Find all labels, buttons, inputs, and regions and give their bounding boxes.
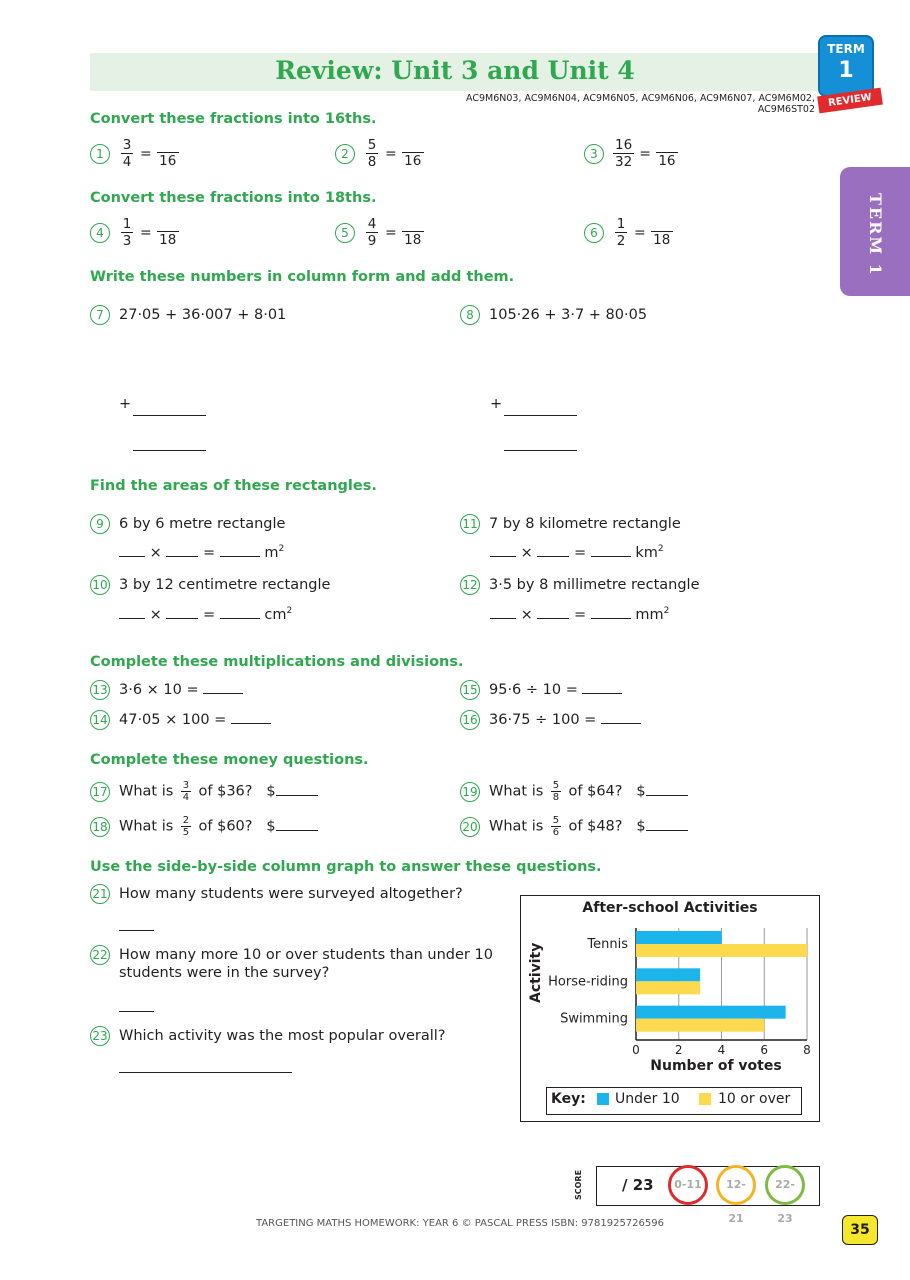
section-heading-16ths: Convert these fractions into 16ths.: [90, 111, 377, 127]
question-number: 3: [584, 144, 604, 164]
question-number: 20: [460, 817, 480, 837]
answer-blank[interactable]: [490, 556, 516, 557]
question-text: 105·26 + 3·7 + 80·05: [489, 307, 648, 323]
bar-swimming-1: [636, 1019, 764, 1032]
question-17: 17 What is $\frac{3}{4}$ of $36? $: [90, 780, 318, 803]
section-heading-money: Complete these money questions.: [90, 752, 369, 768]
question-text: 3·6 × 10 =: [119, 682, 199, 698]
answer-blank[interactable]: [166, 618, 198, 619]
area-working-12: × = $mm^2$: [490, 606, 669, 623]
score-total: / 23: [622, 1176, 654, 1194]
question-text: Which activity was the most popular overall?: [119, 1028, 446, 1044]
answer-blank[interactable]: [203, 693, 243, 694]
question-number: 12: [460, 575, 480, 595]
question-number: 11: [460, 514, 480, 534]
question-15: [460, 680, 622, 700]
question-number: 17: [90, 782, 110, 802]
question-16: [460, 710, 641, 730]
question-text: 36·75 ÷ 100 =: [489, 712, 597, 728]
fraction: $\frac{16}{32}$: [615, 137, 633, 170]
answer-blank[interactable]: [119, 618, 145, 619]
answer-blank[interactable]: [646, 830, 688, 831]
bar-chart: [520, 920, 820, 1080]
question-number: 10: [90, 575, 110, 595]
answer-fraction[interactable]: 18: [157, 217, 179, 248]
question-number: 1: [90, 144, 110, 164]
question-18: 18 What is $\frac{2}{5}$ of $60? $: [90, 815, 318, 838]
section-heading-column-add: Write these numbers in column form and add them.: [90, 269, 515, 285]
question-number: 6: [584, 223, 604, 243]
legend-swatch-under-10: [597, 1093, 609, 1105]
chart-title: After-school Activities: [582, 900, 758, 916]
fraction: $\frac{3}{4}$: [122, 137, 132, 170]
section-heading-mult-div: Complete these multiplications and divisions.: [90, 654, 464, 670]
score-band-high: 22-23: [765, 1165, 805, 1205]
x-tick-label: 6: [760, 1043, 769, 1057]
question-21: [90, 884, 463, 904]
key-label: Key:: [551, 1091, 586, 1107]
answer-blank[interactable]: [537, 618, 569, 619]
answer-line[interactable]: [119, 1072, 292, 1073]
legend-swatch-10-or-over: [699, 1093, 711, 1105]
term-side-tab-label: TERM 1: [866, 193, 885, 277]
question-11: [460, 514, 681, 534]
footer-text: TARGETING MATHS HOMEWORK: YEAR 6 © PASCAL PRESS ISBN: 9781925726596: [256, 1218, 664, 1229]
question-2: 2 $\frac{5}{8}$ = 16: [335, 137, 424, 170]
question-number: 18: [90, 817, 110, 837]
fraction: $\frac{5}{8}$: [552, 780, 560, 803]
question-number: 14: [90, 710, 110, 730]
question-text: How many students were surveyed altogether?: [119, 886, 463, 902]
bar-horse-riding-0: [636, 968, 700, 981]
curriculum-codes: AC9M6N03, AC9M6N04, AC9M6N05, AC9M6N06, AC9M6N07, AC9M6M02, AC9M6ST02: [466, 93, 815, 115]
question-12: [460, 575, 700, 595]
answer-fraction[interactable]: 16: [157, 138, 179, 169]
fraction: $\frac{1}{3}$: [122, 216, 132, 249]
question-number: 4: [90, 223, 110, 243]
legend-label-under-10: Under 10: [615, 1091, 680, 1107]
question-1: 1 $\frac{3}{4}$ = 16: [90, 137, 179, 170]
question-19: 19 What is $\frac{5}{8}$ of $64? $: [460, 780, 688, 803]
fraction: $\frac{4}{9}$: [367, 216, 377, 249]
question-text: 6 by 6 metre rectangle: [119, 516, 286, 532]
fraction: $\frac{2}{5}$: [182, 815, 190, 838]
question-number: 7: [90, 305, 110, 325]
answer-blank[interactable]: [220, 618, 260, 619]
category-label: Horse-riding: [548, 974, 628, 990]
fraction: $\frac{1}{2}$: [616, 216, 626, 249]
answer-line[interactable]: [133, 415, 206, 416]
bar-swimming-0: [636, 1006, 786, 1019]
category-label: Tennis: [587, 937, 628, 952]
plus-sign: +: [490, 396, 503, 412]
question-number: 19: [460, 782, 480, 802]
question-9: [90, 514, 285, 534]
page-number: 35: [842, 1215, 878, 1245]
answer-blank[interactable]: [582, 693, 622, 694]
question-number: 16: [460, 710, 480, 730]
score-label: SCORE: [574, 1169, 583, 1200]
question-7: [90, 305, 286, 325]
answer-blank[interactable]: [276, 795, 318, 796]
question-10: [90, 575, 330, 595]
badge-review-label: REVIEW: [817, 88, 883, 114]
x-tick-label: 0: [632, 1043, 640, 1057]
question-text: 47·05 × 100 =: [119, 712, 227, 728]
answer-blank[interactable]: [601, 723, 641, 724]
answer-blank[interactable]: [231, 723, 271, 724]
x-tick-label: 2: [674, 1043, 683, 1057]
x-tick-label: 4: [717, 1043, 726, 1057]
x-tick-label: 8: [803, 1043, 811, 1057]
bar-tennis-1: [636, 944, 807, 957]
question-text: 3 by 12 centimetre rectangle: [119, 577, 331, 593]
fraction: $\frac{5}{6}$: [552, 815, 560, 838]
answer-fraction[interactable]: 16: [656, 138, 678, 169]
area-working-9: × = $m^2$: [119, 544, 284, 561]
answer-blank[interactable]: [490, 618, 516, 619]
fraction: $\frac{3}{4}$: [182, 780, 190, 803]
question-number: 2: [335, 144, 355, 164]
answer-line[interactable]: [119, 930, 154, 931]
page-title: Review: Unit 3 and Unit 4: [275, 56, 635, 85]
question-text: 27·05 + 36·007 + 8·01: [119, 307, 287, 323]
question-13: [90, 680, 243, 700]
answer-blank[interactable]: [166, 556, 198, 557]
question-23: [90, 1026, 445, 1046]
question-22: [90, 945, 493, 965]
question-number: 13: [90, 680, 110, 700]
question-20: 20 What is $\frac{5}{6}$ of $48? $: [460, 815, 688, 838]
y-axis-label: Activity: [528, 942, 544, 1003]
bar-horse-riding-1: [636, 981, 700, 994]
question-8: [460, 305, 647, 325]
section-heading-areas: Find the areas of these rectangles.: [90, 478, 377, 494]
badge-term-number: 1: [838, 58, 854, 83]
question-text: 95·6 ÷ 10 =: [489, 682, 578, 698]
answer-line[interactable]: [504, 450, 577, 451]
question-number: 8: [460, 305, 480, 325]
question-4: 4 $\frac{1}{3}$ = 18: [90, 216, 179, 249]
score-band-low: 0-11: [668, 1165, 708, 1205]
question-text: How many more 10 or over students than under 10: [119, 947, 493, 963]
question-number: 21: [90, 884, 110, 904]
question-number: 9: [90, 514, 110, 534]
bar-tennis-0: [636, 931, 722, 944]
answer-blank[interactable]: [591, 618, 631, 619]
badge-term-label: TERM: [827, 42, 865, 56]
answer-line[interactable]: [119, 1011, 154, 1012]
score-band-mid: 12-21: [716, 1165, 756, 1205]
question-number: 22: [90, 945, 110, 965]
question-text: 3·5 by 8 millimetre rectangle: [489, 577, 700, 593]
question-3: 3 $\frac{16}{32}$ = 16: [584, 137, 678, 170]
section-heading-graph: Use the side-by-side column graph to answer these questions.: [90, 859, 602, 875]
question-14: [90, 710, 271, 730]
answer-line[interactable]: [504, 415, 577, 416]
x-axis-label: Number of votes: [650, 1058, 782, 1074]
plus-sign: +: [119, 396, 132, 412]
answer-blank[interactable]: [119, 556, 145, 557]
question-number: 15: [460, 680, 480, 700]
question-number: 5: [335, 223, 355, 243]
question-22-line2: students were in the survey?: [119, 965, 330, 981]
answer-blank[interactable]: [537, 556, 569, 557]
answer-blank[interactable]: [646, 795, 688, 796]
area-working-11: × = $km^2$: [490, 544, 664, 561]
answer-blank[interactable]: [591, 556, 631, 557]
question-6: 6 $\frac{1}{2}$ = 18: [584, 216, 673, 249]
legend-label-10-or-over: 10 or over: [718, 1091, 791, 1107]
category-label: Swimming: [560, 1011, 628, 1027]
answer-fraction[interactable]: 18: [651, 217, 673, 248]
answer-blank[interactable]: [276, 830, 318, 831]
section-heading-18ths: Convert these fractions into 18ths.: [90, 190, 377, 206]
question-5: 5 $\frac{4}{9}$ = 18: [335, 216, 424, 249]
answer-blank[interactable]: [220, 556, 260, 557]
question-text: 7 by 8 kilometre rectangle: [489, 516, 681, 532]
answer-fraction[interactable]: 16: [402, 138, 424, 169]
answer-line[interactable]: [133, 450, 206, 451]
question-number: 23: [90, 1026, 110, 1046]
area-working-10: × = $cm^2$: [119, 606, 292, 623]
answer-fraction[interactable]: 18: [402, 217, 424, 248]
fraction: $\frac{5}{8}$: [367, 137, 377, 170]
